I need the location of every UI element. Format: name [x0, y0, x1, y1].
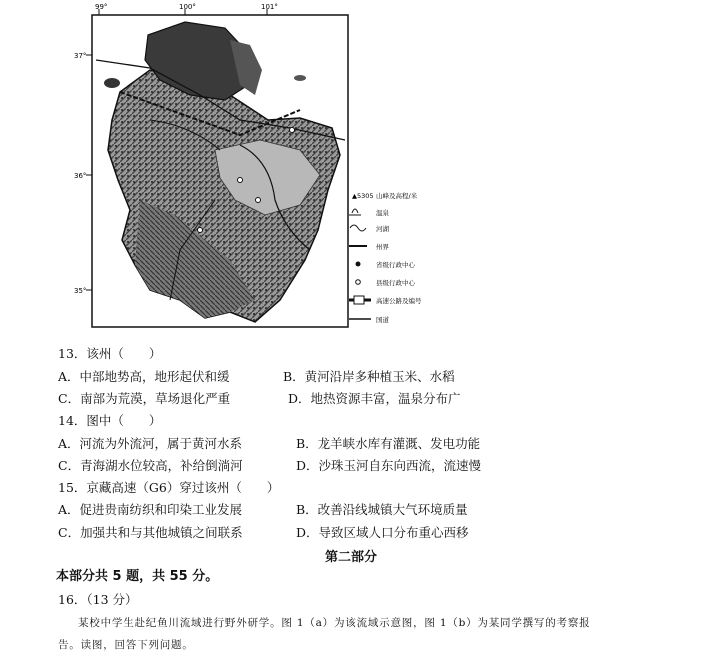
question-13-stem: 13．该州（ ） [58, 346, 162, 361]
lon-label-99: 99° [95, 3, 108, 11]
question-13-option-b[interactable]: B．黄河沿岸多种植玉米、水稻 [283, 369, 455, 384]
legend-label: 省级行政中心 [376, 261, 415, 269]
question-15-stem: 15．京藏高速（G6）穿过该州（ ） [58, 480, 280, 495]
county-center-icon [356, 280, 361, 285]
small-lake [104, 78, 120, 88]
river-lake-icon [350, 225, 366, 231]
legend-label: 河湖 [376, 225, 389, 233]
legend-label: 县级行政中心 [376, 279, 415, 287]
legend-label: 高速公路及编号 [376, 297, 422, 305]
question-15-option-d[interactable]: D．导致区域人口分布重心西移 [296, 525, 469, 540]
lon-label-100: 100° [179, 3, 196, 11]
lat-label-36: 36° [74, 172, 87, 180]
legend-label: 国道 [376, 316, 389, 324]
question-16-stem: 16．（13 分） [58, 592, 138, 607]
lat-label-37: 37° [74, 52, 87, 60]
question-16-text-line2: 告。读图，回答下列问题。 [58, 639, 194, 651]
lon-label-101: 101° [261, 3, 278, 11]
province-center-icon [356, 262, 361, 267]
expressway-icon [349, 296, 371, 304]
lat-label-35: 35° [74, 287, 87, 295]
question-13-option-a[interactable]: A．中部地势高，地形起伏和缓 [58, 369, 230, 384]
county-center [256, 198, 261, 203]
small-lake [294, 75, 306, 81]
question-15-option-c[interactable]: C．加强共和与其他城镇之间联系 [58, 525, 243, 540]
hot-spring-icon [349, 209, 361, 215]
question-13-option-d[interactable]: D．地热资源丰富，温泉分布广 [288, 391, 461, 406]
map-legend [349, 191, 422, 324]
peak-icon [352, 192, 374, 200]
county-center [198, 228, 203, 233]
question-15-option-b[interactable]: B．改善沿线城镇大气环境质量 [296, 502, 468, 517]
question-14-stem: 14．图中（ ） [58, 413, 162, 428]
question-14-option-b[interactable]: B．龙羊峡水库有灌溉、发电功能 [296, 436, 481, 451]
question-15-option-a[interactable]: A．促进贵南纺织和印染工业发展 [58, 502, 243, 517]
part-two-heading: 第二部分 [325, 550, 378, 565]
question-14-option-d[interactable]: D．沙珠玉河自东向西流，流速慢 [296, 458, 482, 473]
legend-label: 温泉 [376, 209, 389, 217]
question-16-text-line1: 某校中学生赴纪鱼川流域进行野外研学。图 1（a）为该流域示意图，图 1（b）为某同学撰写的考察报 [78, 617, 591, 629]
legend-label: 州界 [376, 243, 389, 251]
question-14-option-c[interactable]: C．青海湖水位较高，补给倒淌河 [58, 458, 243, 473]
question-14-option-a[interactable]: A．河流为外流河，属于黄河水系 [58, 436, 243, 451]
part-two-intro: 本部分共 5 题，共 55 分。 [56, 569, 219, 584]
county-center [290, 128, 295, 133]
legend-label: 山峰及高程/米 [376, 192, 418, 200]
svg-text:▲5305: ▲5305 [352, 192, 374, 200]
question-13-option-c[interactable]: C．南部为荒漠，草场退化严重 [58, 391, 231, 406]
county-center [238, 178, 243, 183]
